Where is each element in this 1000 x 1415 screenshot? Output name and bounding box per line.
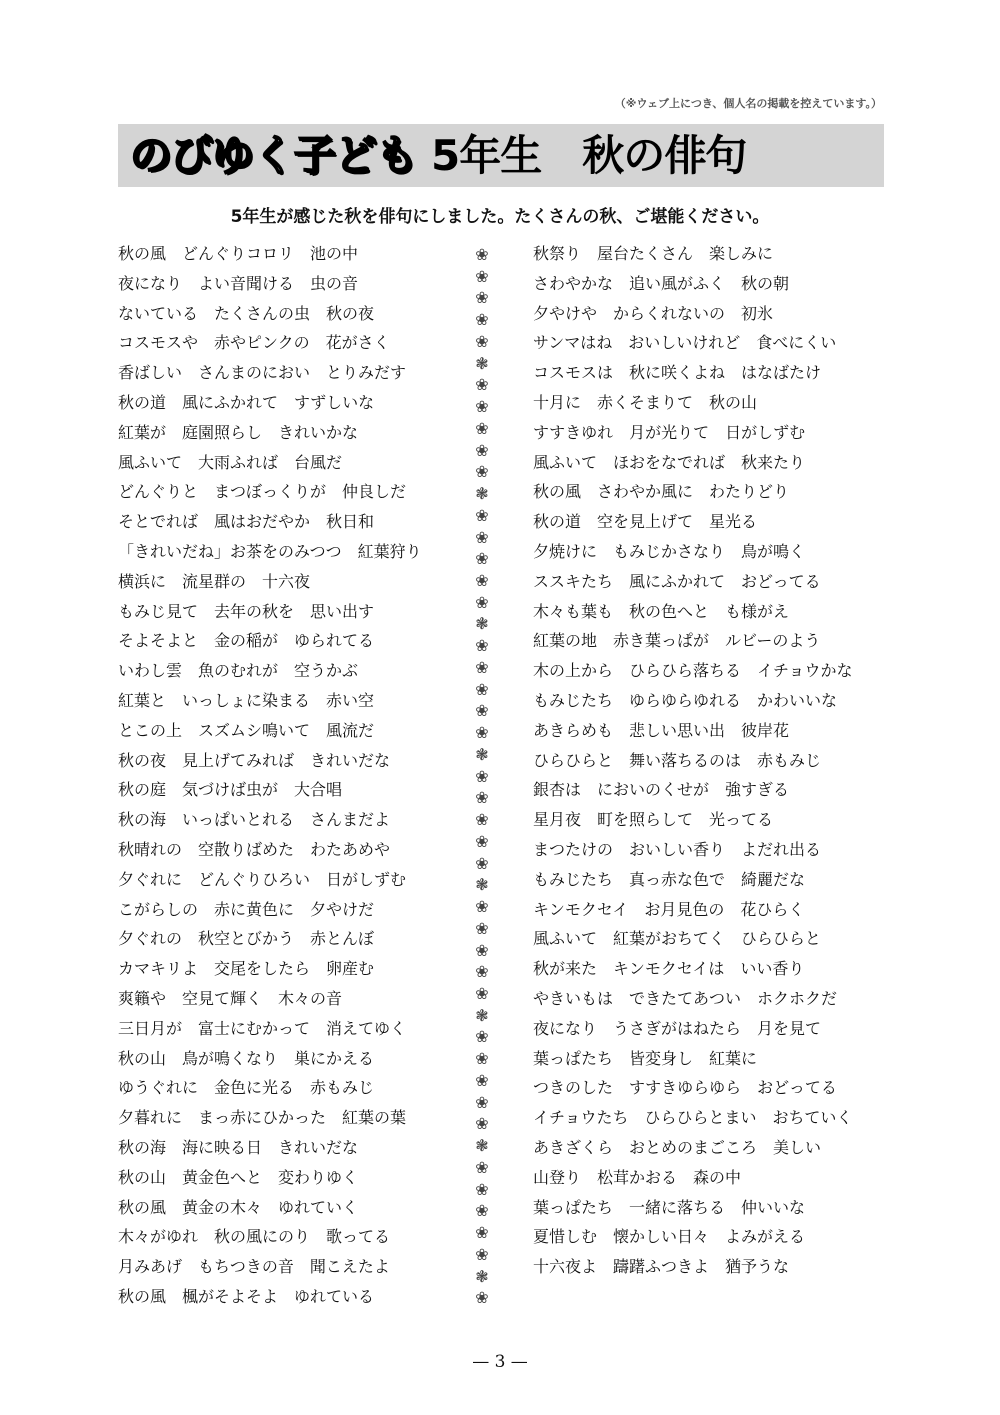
haiku-line: 風ふいて 紅葉がおちてく ひらひらと [533, 929, 821, 949]
flower-icon: ❀ [475, 810, 489, 830]
haiku-line: 爽籟や 空見て輝く 木々の音 [118, 988, 343, 1008]
flower-icon: ❃ [475, 353, 489, 373]
haiku-line: もみじたち 真っ赤な色で 綺麗だな [533, 869, 806, 889]
flower-icon: ❀ [475, 766, 489, 786]
flower-icon: ❀ [475, 940, 489, 960]
haiku-line: やきいもは できたてあつい ホクホクだ [533, 988, 838, 1008]
haiku-line: 秋の庭 気づけば虫が 大合唱 [118, 780, 343, 800]
haiku-line: コスモスや 赤やピンクの 花がさく [118, 333, 390, 353]
flower-icon: ❀ [475, 1201, 489, 1221]
flower-icon: ❀ [475, 266, 489, 286]
flower-icon: ❀ [475, 701, 489, 721]
flower-divider [471, 244, 493, 1310]
haiku-line: まつたけの おいしい香り よだれ出る [533, 839, 822, 859]
haiku-line: 月みあげ もちつきの音 聞こえたよ [118, 1257, 390, 1277]
flower-icon: ❀ [475, 440, 489, 460]
flower-icon: ❃ [475, 484, 489, 504]
haiku-line: 秋の山 黄金色へと 変わりゆく [118, 1167, 359, 1187]
haiku-line: 秋の風 さわやか風に わたりどり [533, 482, 790, 502]
flower-icon: ❀ [475, 962, 489, 982]
flower-icon: ❀ [475, 918, 489, 938]
haiku-line: 秋の海 海に映る日 きれいだな [118, 1137, 359, 1157]
flower-icon: ❃ [475, 614, 489, 634]
haiku-line: つきのした すすきゆらゆら おどってる [533, 1078, 837, 1098]
haiku-line: どんぐりと まつぼっくりが 仲良しだ [118, 482, 407, 502]
haiku-line: 紅葉と いっしょに染まる 赤い空 [118, 690, 375, 710]
haiku-line: 秋祭り 屋台たくさん 楽しみに [533, 244, 774, 263]
haiku-line: 十月に 赤くそまりて 秋の山 [533, 392, 758, 412]
haiku-line: 十六夜よ 躊躇ふつきよ 猶予うな [533, 1257, 790, 1277]
haiku-line: 夕焼けに もみじかさなり 鳥が鳴く [533, 541, 806, 561]
haiku-line: もみじ見て 去年の秋を 思い出す [118, 601, 375, 621]
flower-icon: ❀ [475, 723, 489, 743]
haiku-line: 秋の夜 見上げてみれば きれいだな [118, 750, 391, 770]
flower-icon: ❀ [475, 1179, 489, 1199]
flower-icon: ❀ [475, 679, 489, 699]
haiku-line: 夕ぐれの 秋空とびかう 赤とんぼ [118, 929, 375, 949]
flower-icon: ❀ [475, 571, 489, 591]
flower-icon: ❃ [475, 1136, 489, 1156]
flower-icon: ❀ [475, 1070, 489, 1090]
haiku-line: あきらめも 悲しい思い出 彼岸花 [533, 720, 790, 740]
flower-icon: ❀ [475, 636, 489, 656]
haiku-line: こがらしの 赤に黄色に 夕やけだ [118, 899, 375, 919]
flower-icon: ❃ [475, 1266, 489, 1286]
haiku-line: すすきゆれ 月が光りて 日がしずむ [533, 422, 806, 442]
haiku-line: 夜になり よい音聞ける 虫の音 [118, 273, 359, 293]
flower-icon: ❀ [475, 853, 489, 873]
haiku-line: 紅葉の地 赤き葉っぱが ルビーのよう [533, 631, 821, 651]
flower-icon: ❃ [475, 875, 489, 895]
haiku-line: 夜になり うさぎがはねたら 月を見て [533, 1018, 822, 1038]
flower-icon: ❀ [475, 527, 489, 547]
flower-icon: ❀ [475, 331, 489, 351]
haiku-line: 夕ぐれに どんぐりひろい 日がしずむ [118, 869, 407, 889]
flower-icon: ❀ [475, 1114, 489, 1134]
haiku-line: 風ふいて 大雨ふれば 台風だ [118, 452, 343, 472]
haiku-line: もみじたち ゆらゆらゆれる かわいいな [533, 690, 838, 710]
haiku-column-left [118, 239, 422, 1312]
haiku-line: そとでれば 風はおだやか 秋日和 [118, 512, 375, 532]
haiku-line: 夕暮れに まっ赤にひかった 紅葉の葉 [118, 1108, 407, 1128]
haiku-line: 秋の道 風にふかれて すずしいな [118, 392, 375, 412]
haiku-line: キンモクセイ お月見色の 花ひらく [533, 899, 805, 919]
haiku-line: 夕やけや からくれないの 初氷 [533, 303, 774, 323]
haiku-line: 三日月が 富士にむかって 消えてゆく [118, 1018, 407, 1038]
haiku-line: 紅葉が 庭園照らし きれいかな [118, 422, 359, 442]
flower-icon: ❀ [475, 397, 489, 417]
haiku-line: 秋の風 黄金の木々 ゆれていく [118, 1197, 359, 1217]
flower-icon: ❀ [475, 897, 489, 917]
privacy-note: （※ウェブ上につき、個人名の掲載を控えています。） [614, 97, 882, 110]
flower-icon: ❀ [475, 592, 489, 612]
haiku-line: 銀杏は においのくせが 強すぎる [533, 780, 790, 800]
haiku-line: 秋の道 空を見上げて 星光る [533, 512, 758, 532]
haiku-line: 風ふいて ほおをなでれば 秋来たり [533, 452, 806, 472]
flower-icon: ❀ [475, 1157, 489, 1177]
haiku-line: 「きれいだね」お茶をのみつつ 紅葉狩り [118, 541, 422, 561]
haiku-column-right [533, 239, 853, 1282]
flower-icon: ❀ [475, 1223, 489, 1243]
haiku-line: 秋の山 鳥が鳴くなり 巣にかえる [118, 1048, 375, 1068]
haiku-line: 木の上から ひらひら落ちる イチョウかな [533, 661, 853, 681]
page-number: — 3 — [472, 1352, 528, 1372]
flower-icon: ❀ [475, 831, 489, 851]
haiku-line: ひらひらと 舞い落ちるのは 赤もみじ [533, 750, 822, 770]
flower-icon: ❀ [475, 788, 489, 808]
haiku-line: 香ばしい さんまのにおい とりみだす [118, 363, 407, 383]
subtitle: 5年生が感じた秋を俳句にしました。たくさんの秋、ご堪能ください。 [230, 207, 770, 227]
haiku-line: ゆうぐれに 金色に光る 赤もみじ [118, 1078, 375, 1098]
haiku-line: 山登り 松茸かおる 森の中 [533, 1167, 742, 1187]
title-solid: 5年生 秋の俳句 [431, 131, 747, 180]
haiku-line: 秋晴れの 空散りばめた わたあめや [118, 839, 391, 859]
haiku-line: 葉っぱたち 一緒に落ちる 仲いいな [533, 1197, 806, 1217]
page-title [130, 124, 746, 187]
flower-icon: ❀ [475, 288, 489, 308]
haiku-line: 木々も葉も 秋の色へと も様がえ [533, 601, 790, 621]
haiku-line: 秋の風 どんぐりコロリ 池の中 [118, 244, 359, 263]
flower-icon: ❀ [475, 657, 489, 677]
flower-icon: ❀ [475, 1027, 489, 1047]
title-outlined: のびゆく子ども [130, 131, 418, 180]
haiku-line: 横浜に 流星群の 十六夜 [118, 571, 311, 591]
haiku-line: 秋の海 いっぱいとれる さんまだよ [118, 810, 391, 830]
haiku-line: ススキたち 風にふかれて おどってる [533, 571, 821, 591]
haiku-line: カマキリよ 交尾をしたら 卵産む [118, 959, 375, 979]
haiku-line: ないている たくさんの虫 秋の夜 [118, 303, 375, 323]
flower-icon: ❀ [475, 375, 489, 395]
haiku-line: 木々がゆれ 秋の風にのり 歌ってる [118, 1227, 391, 1247]
haiku-line: 星月夜 町を照らして 光ってる [533, 810, 774, 830]
haiku-line: とこの上 スズムシ鳴いて 風流だ [118, 720, 375, 740]
flower-icon: ❀ [475, 505, 489, 525]
flower-icon: ❀ [475, 310, 489, 330]
flower-icon: ❀ [475, 983, 489, 1003]
flower-icon: ❀ [475, 549, 489, 569]
haiku-line: 葉っぱたち 皆変身し 紅葉に [533, 1048, 758, 1068]
haiku-line: あきざくら おとめのまごころ 美しい [533, 1137, 822, 1157]
haiku-line: いわし雲 魚のむれが 空うかぶ [118, 661, 359, 681]
flower-icon: ❀ [475, 462, 489, 482]
flower-icon: ❃ [475, 744, 489, 764]
haiku-line: サンマはね おいしいけれど 食べにくい [533, 333, 837, 353]
flower-icon: ❀ [475, 245, 489, 264]
haiku-line: コスモスは 秋に咲くよね はなばたけ [533, 363, 822, 383]
flower-icon: ❀ [475, 418, 489, 438]
flower-icon: ❀ [475, 1049, 489, 1069]
haiku-line: 夏惜しむ 懐かしい日々 よみがえる [533, 1227, 806, 1247]
flower-icon: ❀ [475, 1288, 489, 1308]
haiku-line: そよそよと 金の稲が ゆられてる [118, 631, 375, 651]
haiku-line: 秋が来た キンモクセイは いい香り [533, 959, 805, 979]
flower-icon: ❀ [475, 1092, 489, 1112]
flower-icon: ❀ [475, 1244, 489, 1264]
haiku-line: イチョウたち ひらひらとまい おちていく [533, 1108, 853, 1128]
haiku-line: 秋の風 楓がそよそよ ゆれている [118, 1286, 375, 1306]
haiku-line: さわやかな 追い風がふく 秋の朝 [533, 273, 790, 293]
flower-icon: ❃ [475, 1005, 489, 1025]
